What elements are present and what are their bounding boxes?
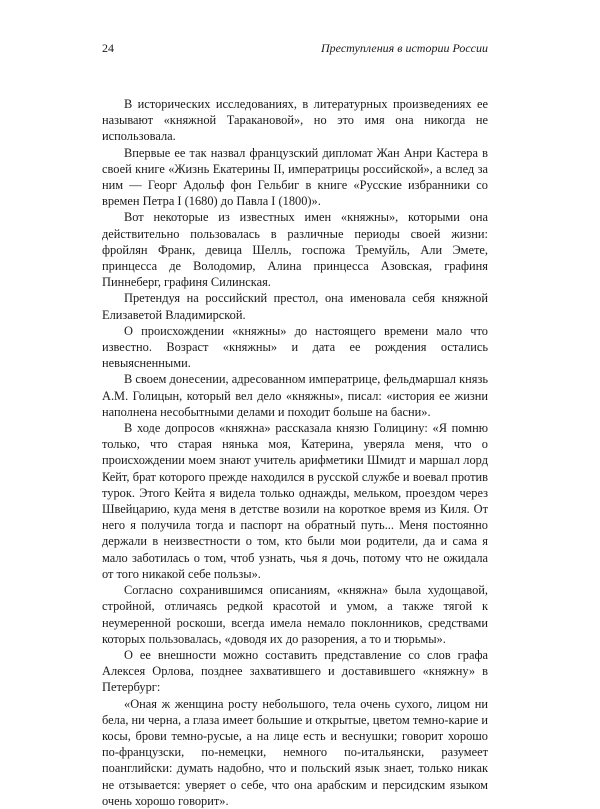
paragraph: Согласно сохранившимся описаниям, «княжна» была худощавой, стройной, отличаясь редкой красотой и умом, а также тягой к неумеренной роскоши, всегда имела немало поклонников, средствами которых пользовалась, «доводя их до разорения, а то и тюрьмы». (102, 583, 488, 646)
page-body (102, 96, 488, 809)
quote-paragraph: «Оная ж женщина росту небольшого, тела очень сухого, лицом ни бела, ни черна, а глаза имеет большие и открытые, цветом темно-карие и косы, брови темно-русые, а на лице есть и веснушки; говорит хорошо по-французски, по-немецки, немного по-итальянски, разумеет поанглийски: думать надобно, что и польский язык знает, только никак не отзывается: уверяет о себе, что она арабским и персидским языком очень хорошо говорит». (102, 696, 488, 808)
running-title: Преступления в истории России (321, 41, 488, 55)
paragraph: Вот некоторые из известных имен «княжны», которыми она действительно пользовалась в различные периоды своей жизни: фройлян Франк, девица Шелль, госпожа Тремуйль, Али Эмете, принцесса де Володомир, Алина принцесса Азовская, графиня Пиннеберг, графиня Силинская. (102, 210, 488, 290)
page-number: 24 (102, 41, 114, 55)
paragraph: Впервые ее так назвал французский дипломат Жан Анри Кастера в своей книге «Жизнь Екатерины II, императрицы российской», а вслед за ним — Георг Адольф фон Гельбиг в книге «Русские избранники со времен Петра I (1680) до Павла I (1800)». (102, 145, 488, 209)
paragraph: Претендуя на российский престол, она именовала себя княжной Елизаветой Владимирской. (102, 291, 488, 322)
paragraph: О происхождении «княжны» до настоящего времени мало что известно. Возраст «княжны» и дата ее рождения остались невыясненными. (102, 323, 488, 371)
paragraph: В своем донесении, адресованном императрице, фельдмаршал князь А.М. Голицын, который вел дело «княжны», писал: «история ее жизни наполнена несобытными делами и походит больше на басни». (102, 372, 488, 419)
paragraph: В исторических исследованиях, в литературных произведениях ее называют «княжной Таракановой», но это имя она никогда не использовала. (102, 97, 488, 144)
paragraph: О ее внешности можно составить представление со слов графа Алексея Орлова, позднее захватившего и доставившего «княжну» в Петербург: (102, 647, 488, 695)
paragraph: В ходе допросов «княжна» рассказала князю Голицину: «Я помню только, что старая нянька моя, Катерина, уверяла меня, что о происхождении моем знают учитель арифметики Шмидт и маршал лорд Кейт, брат которого прежде находился в русской службе и воевал против турок. Этого Кейта я видела только однажды, мельком, проездом через Швейцарию, куда меня в детстве возили на короткое время из Киля. От него я получила тогда и паспорт на обратный путь... Меня постоянно держали в неизвестности о том, кто были мои родители, да и сама я мало заботилась о том, чтоб узнать, чья я дочь, потому что не ожидала от того никакой себе пользы». (102, 421, 488, 581)
